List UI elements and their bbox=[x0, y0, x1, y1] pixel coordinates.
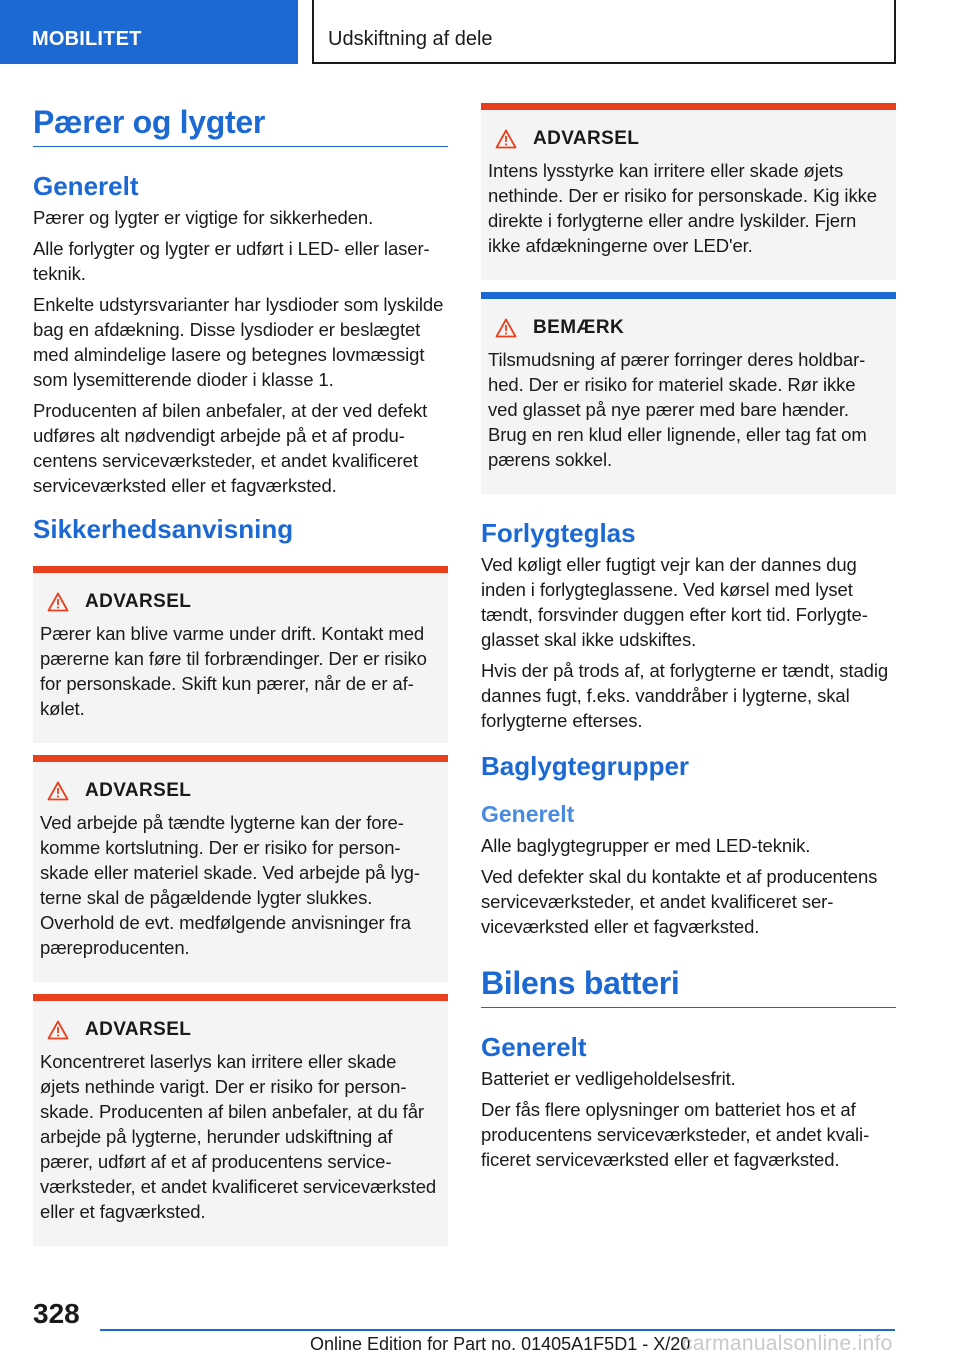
warning-triangle-icon bbox=[47, 1020, 69, 1040]
warning-notice bbox=[33, 994, 448, 1246]
notice-label: ADVARSEL bbox=[85, 1019, 192, 1040]
warning-notice bbox=[33, 755, 448, 982]
footer-edition: Online Edition for Part no. 01405A1F5D1 - X/20 bbox=[310, 1334, 691, 1354]
warning-triangle-icon bbox=[47, 781, 69, 801]
paragraph: Pærer og lygter er vigtige for sikkerheden. bbox=[33, 207, 374, 228]
section-heading-generelt: Generelt bbox=[33, 171, 139, 201]
page-header-title: Udskiftning af dele bbox=[312, 0, 896, 64]
warning-triangle-icon bbox=[47, 592, 69, 612]
section-tab: MOBILITET bbox=[0, 0, 298, 64]
paragraph: Ved defekter skal du kontakte et af producentens serviceværksteder, et andet kvalificeret serviceværksted eller et fagværksted. bbox=[481, 866, 878, 937]
warning-triangle-icon bbox=[495, 318, 517, 338]
paragraph: Alle forlygter og lygter er udført i LED- eller laserteknik. bbox=[33, 238, 430, 284]
notice-label: ADVARSEL bbox=[533, 128, 640, 149]
paragraph: Ved køligt eller fugtigt vejr kan der dannes dug inden i forlygteglassene. Ved kørsel med lyset tændt, forsvinder duggen efter kort tid. Forlygteglasset skal ikke udskiftes. bbox=[481, 554, 868, 650]
chapter-title-battery: Bilens batteri bbox=[481, 961, 896, 1008]
paragraph: Der fås flere oplysninger om batteriet hos et af producentens serviceværksteder, et andet kvalificeret serviceværksted eller et fagværksted. bbox=[481, 1099, 870, 1170]
warning-notice bbox=[481, 103, 896, 280]
section-heading-battery-generelt: Generelt bbox=[481, 1032, 587, 1062]
notice-label: ADVARSEL bbox=[85, 780, 192, 801]
section-heading-baglygtegrupper: Baglygtegrupper bbox=[481, 751, 690, 781]
notice-text: Intens lysstyrke kan irritere eller skade øjets nethinde. Der er risiko for personskade. Kig ikke direkte i forlygterne eller andre lyskilder. Fjern ikke afdækningerne over LED'er. bbox=[488, 160, 877, 256]
notice-label: ADVARSEL bbox=[85, 591, 192, 612]
notice-text: Pærer kan blive varme under drift. Kontakt med pærerne kan føre til forbrændinger. Der er risiko for personskade. Skift kun pærer, når de er afkølet. bbox=[40, 623, 427, 719]
caution-notice bbox=[481, 292, 896, 494]
paragraph: Hvis der på trods af, at forlygterne er tændt, stadig dannes fugt, f.eks. vanddråber i lygterne, skal forlygterne efterses. bbox=[481, 660, 889, 731]
section-heading-forlygteglas: Forlygteglas bbox=[481, 518, 636, 548]
paragraph: Alle baglygtegrupper er med LED-teknik. bbox=[481, 835, 811, 856]
paragraph: Batteriet er vedligeholdelsesfrit. bbox=[481, 1068, 736, 1089]
warning-notice bbox=[33, 566, 448, 743]
subheading-generelt: Generelt bbox=[481, 801, 575, 827]
right-column bbox=[481, 103, 896, 1178]
section-heading-sikkerhed: Sikkerhedsanvisning bbox=[33, 514, 294, 544]
warning-triangle-icon bbox=[495, 129, 517, 149]
paragraph: Producenten af bilen anbefaler, at der ved defekt udføres alt nødvendigt arbejde på et af producentens serviceværksteder, et andet kvalificeret serviceværksted eller et fagværksted. bbox=[33, 400, 428, 496]
notice-label: BEMÆRK bbox=[533, 317, 625, 338]
notice-text: Tilsmudsning af pærer forringer deres holdbarhed. Der er risiko for materiel skade. Rør ikke ved glasset på nye pærer med bare hænder. Brug en ren klud eller lignende, eller tag fat om pærens sokkel. bbox=[488, 349, 867, 470]
paragraph: Enkelte udstyrsvarianter har lysdioder som lyskilde bag en afdækning. Disse lysdioder er beslægtet med almindelige lasere og betegnes lovmæssigt som lysemitterende dioder i klasse 1. bbox=[33, 294, 444, 390]
footer-divider bbox=[100, 1329, 895, 1331]
page-number: 328 bbox=[33, 1298, 80, 1329]
left-column bbox=[33, 100, 448, 1258]
chapter-title: Pærer og lygter bbox=[33, 100, 448, 147]
notice-text: Ved arbejde på tændte lygterne kan der forekomme kortslutning. Der er risiko for personskade eller materiel skade. Ved arbejde på lygterne skal de pågældende lygter slukkes. Overhold de evt. medfølgende anvisninger fra pæreproducenten. bbox=[40, 812, 421, 958]
watermark: carmanualsonline.info bbox=[682, 1332, 893, 1355]
notice-text: Koncentreret laserlys kan irritere eller skade øjets nethinde varigt. Der er risiko for personskade. Producenten af bilen anbefaler, at du får arbejde på lygterne, herunder udskiftning af pærer, udført af et af producentens serviceværksteder, et andet kvalificeret serviceværksted eller et fagværksted. bbox=[40, 1051, 437, 1222]
